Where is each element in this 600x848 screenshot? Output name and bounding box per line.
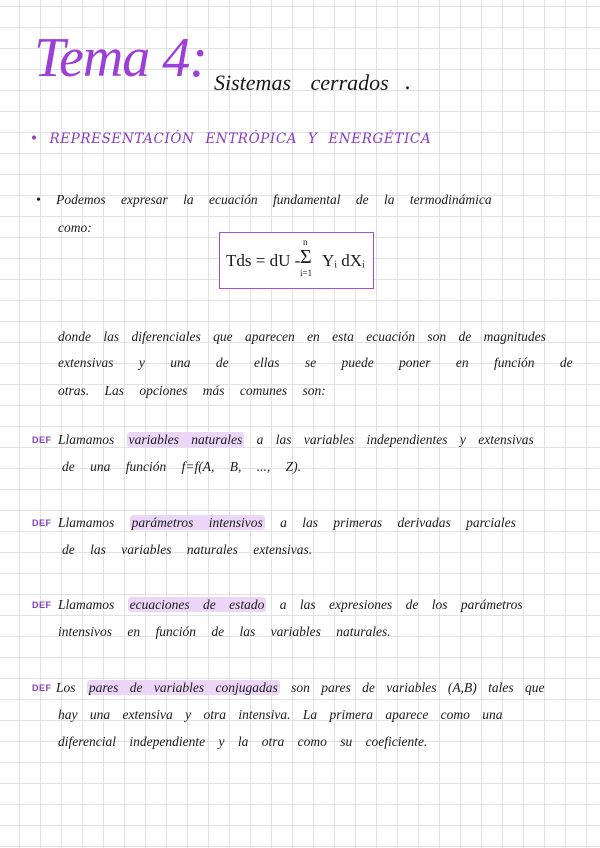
definition-1-term: variables naturales <box>128 432 243 447</box>
page-subtitle: Sistemas cerrados <box>214 70 389 95</box>
definition-1-line-2: de una función f=f(A, B, ..., Z). <box>62 459 301 474</box>
definition-4-term: pares de variables conjugadas <box>88 680 278 695</box>
def-tag: DEF <box>32 435 52 445</box>
paragraph-line-2: extensivas y una de ellas se puede poner en función de <box>58 355 573 370</box>
definition-3-line-2: intensivos en función de las variables naturales. <box>58 624 391 639</box>
intro-line-1: • Podemos expresar la ecuación fundamental de la termodinámica <box>36 192 492 207</box>
sum-symbol: Σ <box>300 246 312 268</box>
paragraph-line-3: otras. Las opciones más comunes son: <box>58 383 326 398</box>
sum-lower-limit: i=1 <box>300 268 313 278</box>
definition-4-lead: Los <box>56 680 76 695</box>
definition-3-line-1 <box>58 597 523 613</box>
definition-3-lead: Llamamos <box>58 597 115 612</box>
title-period: . <box>404 70 411 95</box>
def-tag: DEF <box>32 600 52 610</box>
def-tag: DEF <box>32 683 52 693</box>
equation-left: Tds = dU - <box>226 251 301 270</box>
paragraph-line-1: donde las diferenciales que aparecen en esta ecuación son de magnitudes <box>58 329 546 344</box>
intro-line-2: como: <box>58 220 92 235</box>
definition-1-rest: a las variables independientes y extensivas <box>256 432 534 447</box>
definition-2-rest: a las primeras derivadas parciales <box>280 515 516 530</box>
section-heading: • REPRESENTACIÓN ENTRÓPICA Y ENERGÉTICA <box>30 131 432 147</box>
page-title: Tema 4: <box>34 27 207 89</box>
definition-2-term: parámetros intensivos <box>131 515 263 530</box>
definition-3-rest: a las expresiones de los parámetros <box>279 597 523 612</box>
equation-box <box>219 232 374 289</box>
equation-right: Yᵢ dXᵢ <box>322 251 365 270</box>
definition-4-line-1 <box>56 680 544 696</box>
definition-3-term: ecuaciones de estado <box>129 597 265 612</box>
definition-1-lead: Llamamos <box>58 432 115 447</box>
definition-2-line-1 <box>58 515 516 531</box>
definition-2-lead: Llamamos <box>58 515 115 530</box>
sum-upper-limit: n <box>303 237 308 247</box>
definition-4-line-3: diferencial independiente y la otra como su coeficiente. <box>58 734 428 749</box>
definition-2-line-2: de las variables naturales extensivas. <box>62 542 313 557</box>
definition-4-line-2: hay una extensiva y otra intensiva. La primera aparece como una <box>58 707 503 722</box>
definition-4-rest: son pares de variables (A,B) tales que <box>291 680 545 695</box>
def-tag: DEF <box>32 518 52 528</box>
definition-1-line-1 <box>58 432 534 448</box>
